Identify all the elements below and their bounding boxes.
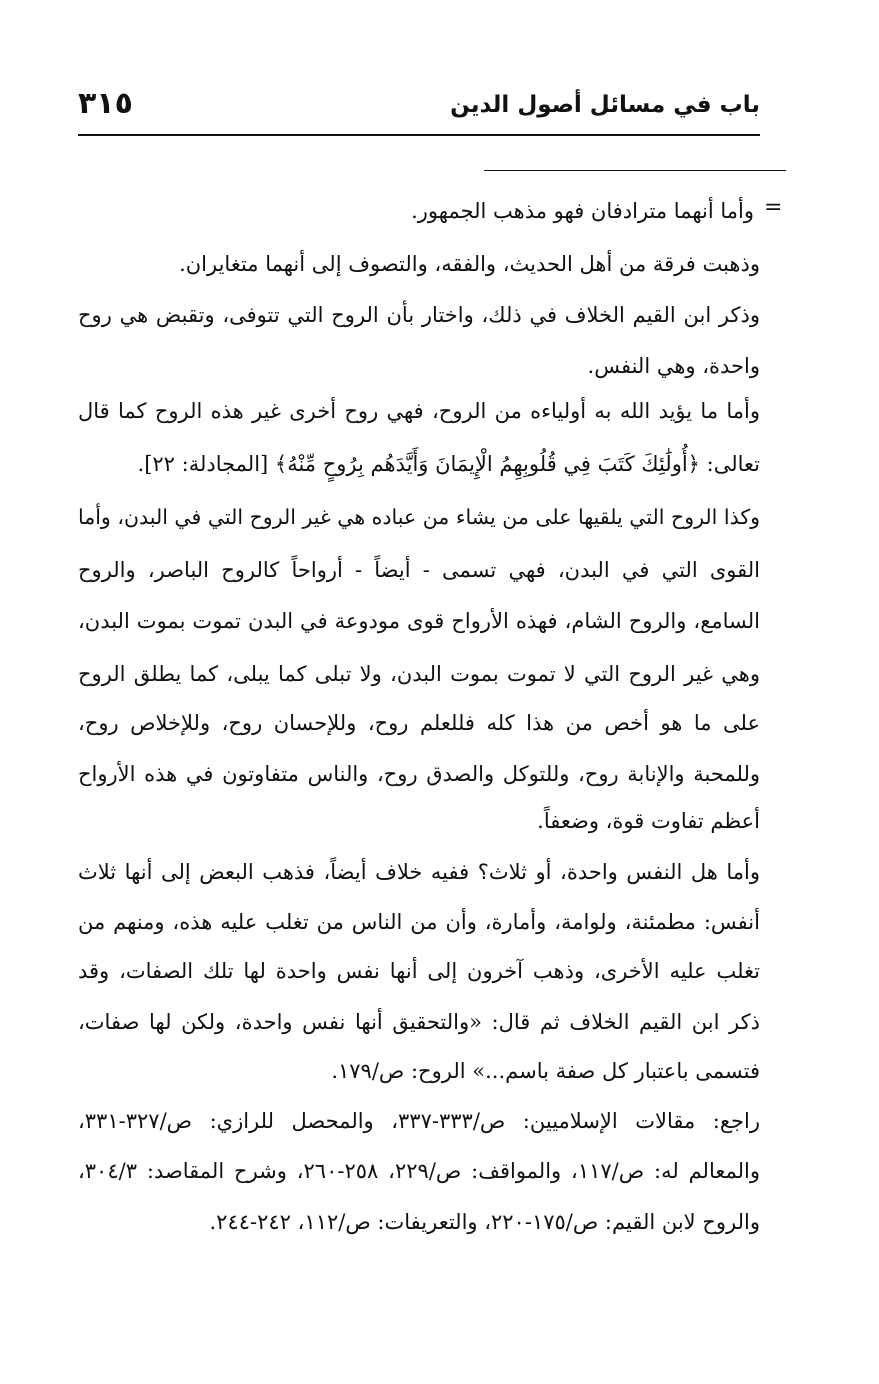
footnote-line: ذكر ابن القيم الخلاف ثم قال: «والتحقيق أنها نفس واحدة، ولكن لها صفات، [78, 1010, 760, 1034]
footnote-line: وأما ما يؤيد الله به أولياءه من الروح، فهي روح أخرى غير هذه الروح كما قال [78, 399, 760, 423]
header-rule [78, 134, 760, 136]
footnote-line: وذهبت فرقة من أهل الحديث، والفقه، والتصوف إلى أنهما متغايران. [179, 252, 760, 276]
page-number: ٣١٥ [78, 86, 133, 121]
footnote-line: وهي غير الروح التي لا تموت بموت البدن، ولا تبلى كما يبلى، كما يطلق الروح [78, 662, 760, 686]
footnote-line: والروح لابن القيم: ص/١٧٥-٢٢٠، والتعريفات: ص/١١٢، ٢٤٢-٢٤٤. [209, 1210, 760, 1234]
footnote-line: وأما أنهما مترادفان فهو مذهب الجمهور. [411, 199, 754, 223]
page-header [78, 84, 760, 134]
footnote-line: والمعالم له: ص/١١٧، والمواقف: ص/٢٢٩، ٢٥٨-٢٦٠، وشرح المقاصد: ٣٠٤/٣، [78, 1159, 760, 1183]
footnote-line: السامع، والروح الشام، فهذه الأرواح قوى مودوعة في البدن تموت بموت البدن، [78, 609, 760, 633]
footnote-line: وذكر ابن القيم الخلاف في ذلك، واختار بأن الروح التي تتوفى، وتقبض هي روح [78, 303, 760, 327]
footnote-line: راجع: مقالات الإسلاميين: ص/٣٣٣-٣٣٧، والمحصل للرازي: ص/٣٢٧-٣٣١، [78, 1109, 760, 1133]
footnote-line: وللمحبة والإنابة روح، وللتوكل والصدق روح، والناس متفاوتون في هذه الأرواح [78, 762, 760, 786]
footnote-line: تعالى: ﴿أُولَٰئِكَ كَتَبَ فِي قُلُوبِهِمُ الْإِيمَانَ وَأَيَّدَهُم بِرُوحٍ مِّنْهُ﴾ [المجادلة: ٢٢]. [137, 452, 760, 476]
footnote-line: تغلب عليه الأخرى، وذهب آخرون إلى أنها نفس واحدة لها تلك الصفات، وقد [78, 959, 760, 983]
footnote-line: وكذا الروح التي يلقيها على من يشاء من عباده هي غير الروح التي في البدن، وأما [78, 505, 760, 529]
footnote-line: وأما هل النفس واحدة، أو ثلاث؟ ففيه خلاف أيضاً، فذهب البعض إلى أنها ثلاث [78, 860, 760, 884]
footnote-line: على ما هو أخص من هذا كله فللعلم روح، وللإحسان روح، وللإخلاص روح، [78, 711, 760, 735]
footnote-line: واحدة، وهي النفس. [587, 354, 760, 378]
running-title: باب في مسائل أصول الدين [450, 92, 760, 118]
footnote-line: فتسمى باعتبار كل صفة باسم...» الروح: ص/١٧٩. [331, 1059, 760, 1083]
footnote-line: أنفس: مطمئنة، ولوامة، وأمارة، وأن من الناس من تغلب عليه هذه، ومنهم من [78, 910, 760, 934]
footnote-separator [484, 170, 786, 171]
footnote-line: القوى التي في البدن، فهي تسمى - أيضاً - أرواحاً كالروح الباصر، والروح [78, 558, 760, 582]
footnote-line: أعظم تفاوت قوة، وضعفاً. [537, 809, 760, 833]
continuation-mark: = [764, 195, 783, 220]
